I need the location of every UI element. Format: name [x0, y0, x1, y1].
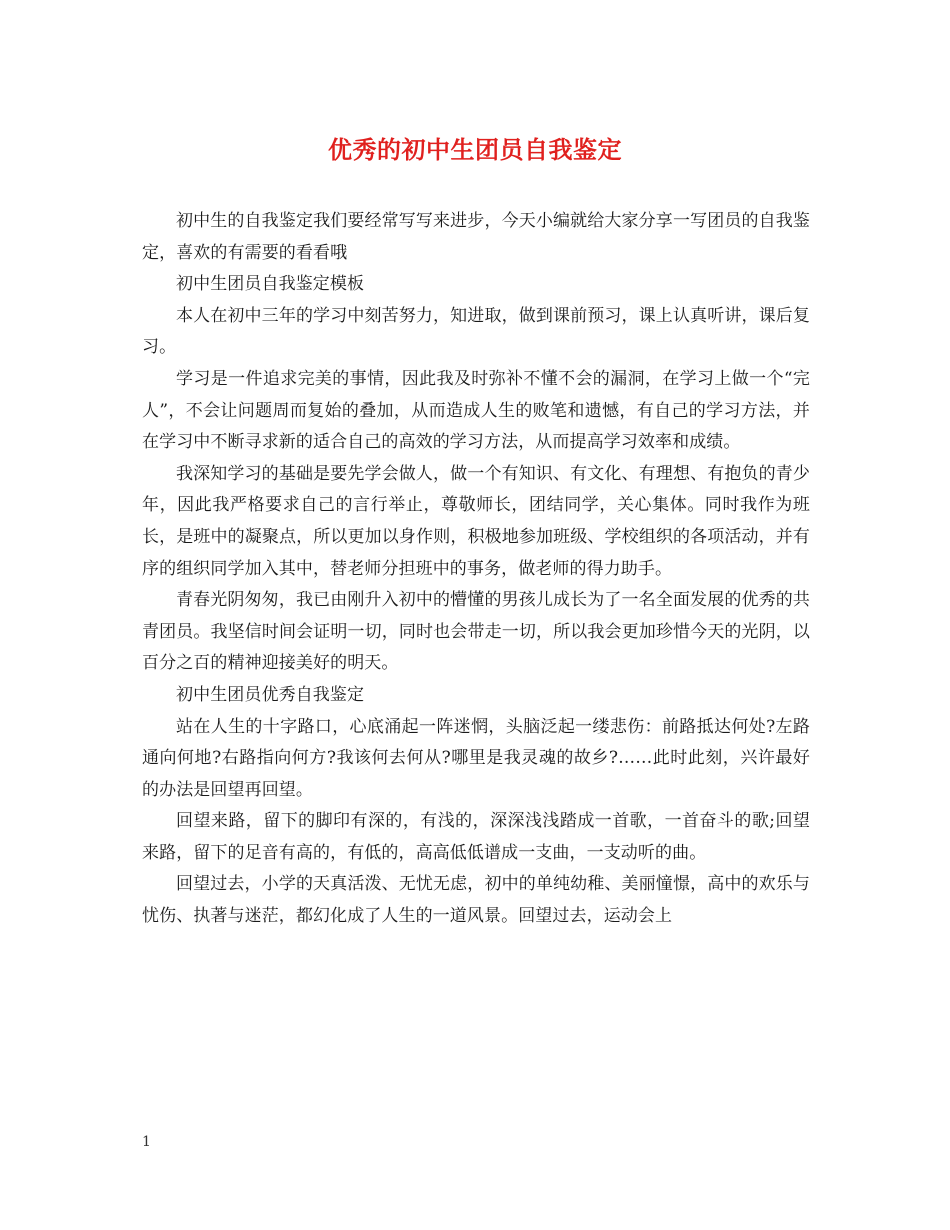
section-heading: 初中生团员自我鉴定模板 — [176, 274, 365, 295]
paragraph: 学习是一件追求完美的事情，因此我及时弥补不懂不会的漏洞，在学习上做一个“完人”，不会让问题周而复始的叠加，从而造成人生的败笔和遗憾，有自己的学习方法，并在学习中不断寻求新的适合自己的高效的学习方法，从而提高学习效率和成绩。 — [142, 368, 810, 453]
page-number: 1 — [142, 1134, 151, 1150]
paragraph: 本人在初中三年的学习中刻苦努力，知进取，做到课前预习，课上认真听讲，课后复习。 — [142, 305, 810, 358]
paragraph: 青春光阴匆匆，我已由刚升入初中的懵懂的男孩儿成长为了一名全面发展的优秀的共青团员。我坚信时间会证明一切，同时也会带走一切，所以我会更加珍惜今天的光阴，以百分之百的精神迎接美好的明天。 — [142, 590, 810, 674]
document-title: 优秀的初中生团员自我鉴定 — [328, 135, 622, 164]
document-body — [142, 206, 810, 933]
paragraph: 回望来路，留下的脚印有深的，有浅的，深深浅浅踏成一首歌，一首奋斗的歌;回望来路，留下的足音有高的，有低的，高高低低谱成一支曲，一支动听的曲。 — [142, 811, 810, 863]
section-heading: 初中生团员优秀自我鉴定 — [176, 684, 365, 705]
paragraph: 回望过去，小学的天真活泼、无忧无虑，初中的单纯幼稚、美丽憧憬，高中的欢乐与忧伤、执著与迷茫，都幻化成了人生的一道风景。回望过去，运动会上 — [142, 874, 810, 927]
paragraph: 初中生的自我鉴定我们要经常写写来进步，今天小编就给大家分享一写团员的自我鉴定，喜欢的有需要的看看哦 — [142, 211, 810, 263]
paragraph: 我深知学习的基础是要先学会做人，做一个有知识、有文化、有理想、有抱负的青少年，因此我严格要求自己的言行举止，尊敬师长，团结同学，关心集体。同时我作为班长，是班中的凝聚点，所以更加以身作则，积极地参加班级、学校组织的各项活动，并有序的组织同学加入其中，替老师分担班中的事务，做老师的得力助手。 — [142, 463, 810, 579]
paragraph: 站在人生的十字路口，心底涌起一阵迷惘，头脑泛起一缕悲伤：前路抵达何处?左路通向何地?右路指向何方?我该何去何从?哪里是我灵魂的故乡?……此时此刻，兴许最好的办法是回望再回望。 — [142, 716, 810, 800]
